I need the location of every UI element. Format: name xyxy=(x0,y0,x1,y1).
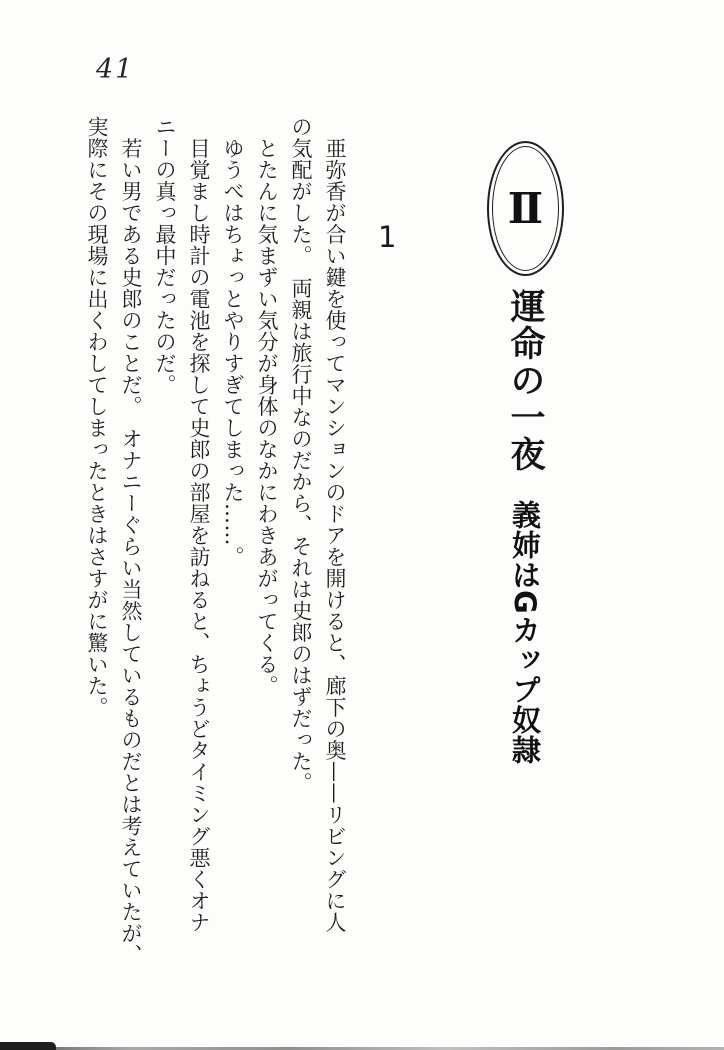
section-number: 1 xyxy=(378,220,397,254)
body-line: 若い男である史郎のことだ。 オナニーぐらい当然しているものだとは考えていたが、 xyxy=(119,116,143,966)
body-text xyxy=(80,116,352,992)
body-line: の気配がした。 両親は旅行中なのだから、それは史郎のはずだった。 xyxy=(289,116,313,794)
body-line: 目覚まし時計の電池を探して史郎の部屋を訪ねると、ちょうどタイミング悪くオナ xyxy=(187,116,211,933)
chapter-heading xyxy=(488,288,562,848)
body-line: 亜弥香が合い鍵を使ってマンションのドアを開けると、廊下の奥——リビングに人 xyxy=(323,116,347,933)
body-line: とたんに気まずい気分が身体のなかにわきあがってくる。 xyxy=(255,116,279,697)
chapter-numeral-oval xyxy=(487,141,564,276)
body-line: 実際にその現場に出くわしてしまったときはさすがに驚いた。 xyxy=(85,116,109,718)
chapter-numeral: Ⅱ xyxy=(507,183,544,233)
body-line: ニーの真っ最中だったのだ。 xyxy=(153,116,177,396)
chapter-title: 運命の一夜 xyxy=(505,288,546,473)
scan-artifact-corner-blob xyxy=(0,1042,56,1050)
body-line: ゆうべはちょっとやりすぎてしまった……。 xyxy=(221,116,245,568)
chapter-numeral-oval-inner xyxy=(492,146,559,271)
chapter-subtitle: 義姉はGカップ奴隷 xyxy=(508,500,542,765)
page-number: 41 xyxy=(96,54,135,85)
